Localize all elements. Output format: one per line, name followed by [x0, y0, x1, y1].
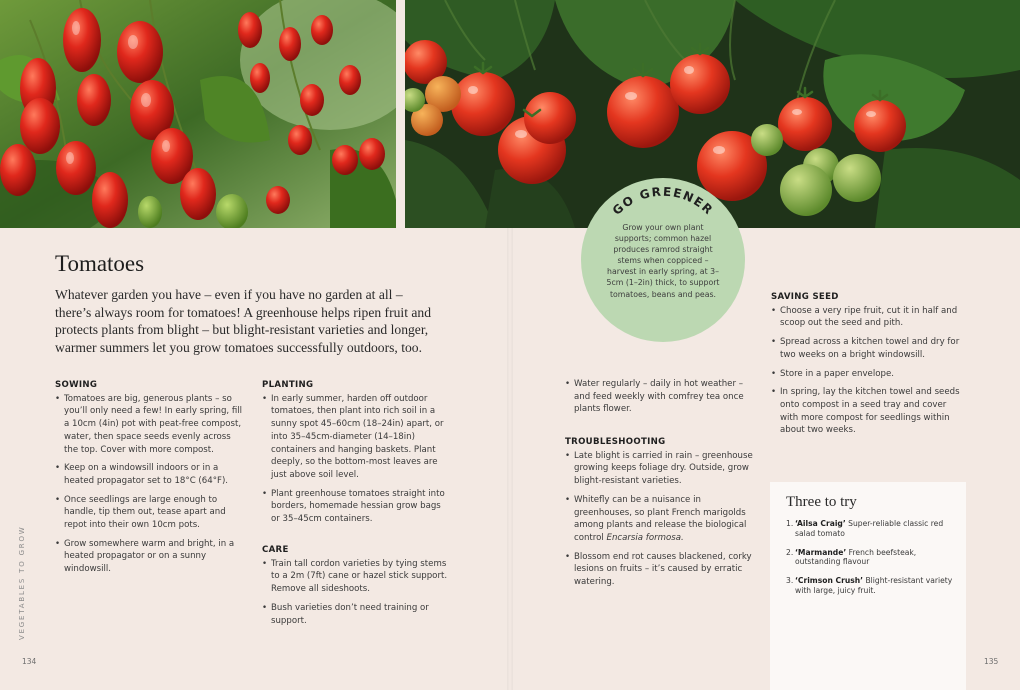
saving-seed-item: • In spring, lay the kitchen towel and seeds onto compost in a seed tray and cover with more compost for seedlings within about two weeks. — [771, 386, 961, 437]
sowing-section — [55, 379, 247, 582]
troubleshooting-text: Late blight is carried in rain – greenhouse growing keeps foliage dry. Outside, grow blight-resistant varieties. — [574, 450, 753, 487]
troubleshooting-italic: Encarsia formosa. — [606, 532, 684, 543]
svg-text:GO GREENER — [610, 185, 716, 218]
variety-number: 2. — [786, 547, 794, 557]
saving-seed-item: • Spread across a kitchen towel and dry for two weeks on a bright windowsill. — [771, 336, 961, 361]
troubleshooting-text: Whitefly can be a nuisance in greenhouses, so plant French marigolds among plants and release the biological control — [574, 494, 747, 543]
plum-tomatoes-photo — [0, 0, 396, 228]
page-number-right: 135 — [984, 657, 999, 666]
saving-seed-item: • Store in a paper envelope. — [771, 368, 961, 381]
saving-seed-section — [771, 291, 961, 443]
troubleshooting-item — [565, 494, 755, 545]
sowing-item: • Tomatoes are big, generous plants – so you’ll only need a few! In early spring, fill a 10cm (4in) pot with peat-free compost, water, then space seeds evenly across the top. Cover with more compost. — [55, 393, 247, 457]
troubleshooting-section — [565, 436, 755, 595]
sowing-heading: SOWING — [55, 380, 98, 390]
three-to-try-list — [786, 519, 958, 605]
care-item: • Bush varieties don’t need training or support. — [262, 602, 452, 627]
three-to-try-box — [770, 482, 966, 690]
troubleshooting-heading: TROUBLESHOOTING — [565, 437, 666, 447]
variety-item — [786, 519, 958, 539]
care-heading: CARE — [262, 545, 289, 555]
sowing-item: • Keep on a windowsill indoors or in a heated propagator set to 18°C (64°F). — [55, 462, 247, 487]
care-item: • Water regularly – daily in hot weather – and feed weekly with comfrey tea once plants flower. — [565, 378, 745, 416]
page-number-left: 134 — [22, 657, 37, 666]
care-continued-section — [565, 378, 745, 422]
planting-item: • In early summer, harden off outdoor tomatoes, then plant into rich soil in a sunny spot 45–60cm (18–24in) apart, or into 35–45cm-diameter (14–18in) containers and hanging baskets. Plant deeply, so the bottom-most leaves are just above soil level. — [262, 393, 452, 482]
variety-description: French beefsteak, outstanding flavour — [795, 547, 917, 567]
variety-item — [786, 548, 958, 568]
variety-name: ‘Crimson Crush’ — [795, 576, 864, 586]
variety-number: 3. — [786, 576, 794, 586]
go-greener-body: Grow your own plant supports; common hazel produces ramrod straight stems when coppiced – harvest in early spring, at 3–5cm (1–2in) thick, to support tomatoes, beans and peas. — [606, 223, 720, 299]
sowing-item: • Grow somewhere warm and bright, in a heated propagator or on a sunny windowsill. — [55, 538, 247, 576]
page-title: Tomatoes — [55, 251, 145, 276]
go-greener-callout — [581, 178, 745, 342]
variety-item — [786, 576, 958, 596]
saving-seed-item: • Choose a very ripe fruit, cut it in half and scoop out the seed and pith. — [771, 305, 961, 330]
go-greener-title: GO GREENER — [609, 184, 717, 218]
care-item: • Train tall cordon varieties by tying stems to a 2m (7ft) cane or hazel stick support. Remove all sideshoots. — [262, 558, 452, 596]
variety-name: ‘Ailsa Craig’ — [795, 519, 846, 528]
three-to-try-title: Three to try — [786, 494, 857, 510]
care-section — [262, 544, 452, 633]
troubleshooting-text: Blossom end rot causes blackened, corky lesions on fruits – it’s caused by erratic watering. — [574, 551, 752, 588]
variety-number: 1. — [786, 519, 794, 528]
troubleshooting-item — [565, 450, 755, 488]
intro-paragraph: Whatever garden you have – even if you have no garden at all – there’s always room for tomatoes! A greenhouse helps ripen fruit and protects plants from blight – but blight-resistant varieties and longer, warmer summers let you grow tomatoes successfully outdoors, too. — [55, 287, 431, 355]
planting-item: • Plant greenhouse tomatoes straight into borders, homemade hessian grow bags or 35–45cm containers. — [262, 488, 452, 526]
variety-name: ‘Marmande’ — [795, 547, 847, 557]
section-side-label: VEGETABLES TO GROW — [18, 525, 26, 640]
variety-description: Super-reliable classic red salad tomato — [795, 519, 944, 538]
saving-seed-heading: SAVING SEED — [771, 292, 839, 302]
planting-section — [262, 379, 452, 532]
sowing-item: • Once seedlings are large enough to handle, tip them out, tease apart and repot into their own 10cm pots. — [55, 494, 247, 532]
troubleshooting-item — [565, 551, 755, 589]
variety-description: Blight-resistant variety with large, juicy fruit. — [795, 576, 953, 595]
planting-heading: PLANTING — [262, 380, 314, 390]
